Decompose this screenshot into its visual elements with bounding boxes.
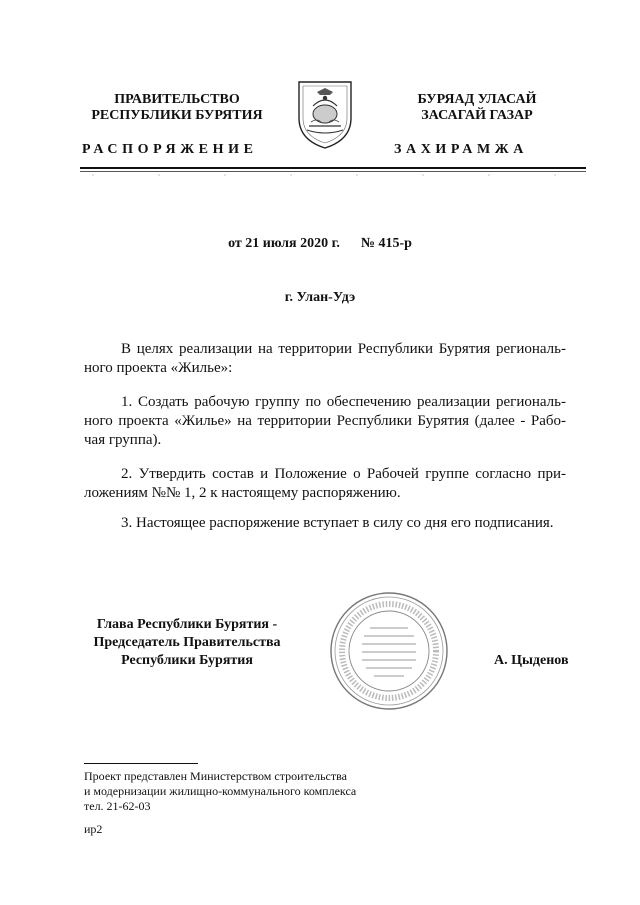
coat-of-arms-emblem: [295, 78, 355, 150]
doc-type-left: РАСПОРЯЖЕНИЕ: [82, 142, 258, 157]
document-city: г. Улан-Удэ: [284, 290, 356, 305]
document-code: ир2: [84, 822, 103, 836]
footer-phone: тел. 21-62-03: [84, 799, 151, 813]
header-right-block: [362, 92, 592, 124]
header-rule-thick: [80, 167, 586, 169]
header-rule-thin: [80, 171, 586, 172]
body-paragraph-item-1: 1. Создать рабочую группу по обеспечению реализации региональ-ного проекта «Жилье» на территории Республики Бурятия (далее - Рабо-чая группа).: [84, 394, 566, 448]
footer-line1: Проект представлен Министерством строительства: [84, 769, 347, 783]
header-left-line2: РЕСПУБЛИКИ БУРЯТИЯ: [91, 108, 263, 123]
body-paragraph-item-3: 3. Настоящее распоряжение вступает в силу со дня его подписания.: [121, 515, 554, 531]
footer-note: [84, 769, 356, 814]
footer-line2: и модернизации жилищно-коммунального комплекса: [84, 784, 357, 798]
doc-type-right: ЗАХИРАМЖА: [394, 142, 528, 157]
header-left-line1: ПРАВИТЕЛЬСТВО: [114, 92, 240, 107]
footer-rule: [84, 763, 198, 764]
signatory-name: А. Цыденов: [494, 653, 569, 668]
header-right-line2: ЗАСАГАЙ ГАЗАР: [421, 108, 533, 123]
signatory-title-line1: Глава Республики Бурятия -: [96, 617, 278, 632]
signatory-title-line3: Республики Бурятия: [121, 653, 253, 668]
header-left-block: [62, 92, 292, 124]
document-date: от 21 июля 2020 г.: [228, 236, 340, 251]
body-paragraph-item-2: 2. Утвердить состав и Положение о Рабочей группе согласно при-ложениям №№ 1, 2 к настоящему распоряжению.: [84, 466, 566, 501]
body-paragraph-preamble: В целях реализации на территории Республики Бурятия региональ-ного проекта «Жилье»:: [84, 341, 566, 376]
official-seal-stamp: [328, 590, 450, 712]
date-number-line: [0, 236, 640, 252]
header-dotted-rule: [80, 174, 586, 176]
document-number: № 415-р: [360, 236, 412, 251]
signatory-title: [82, 616, 292, 670]
header-right-line1: БУРЯАД УЛАСАЙ: [417, 92, 537, 107]
signatory-title-line2: Председатель Правительства: [93, 635, 281, 650]
